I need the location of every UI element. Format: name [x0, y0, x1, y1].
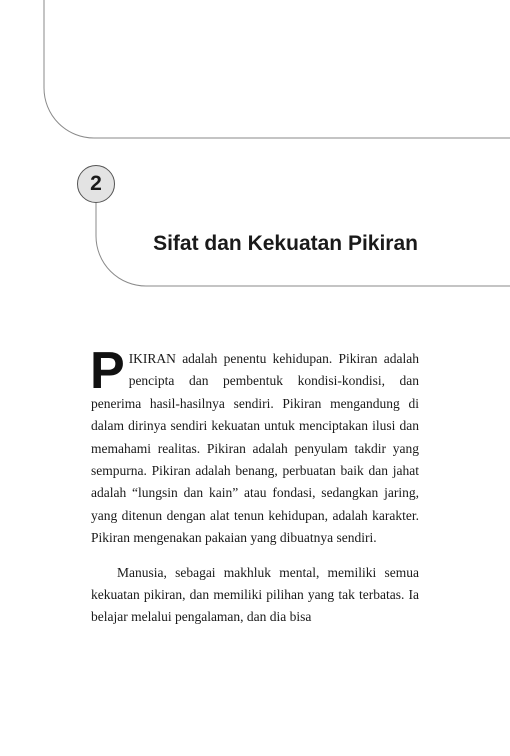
chapter-title: Sifat dan Kekuatan Pikiran — [153, 232, 418, 255]
paragraph-1-lead: IKIRAN — [128, 351, 176, 366]
chapter-body — [90, 342, 419, 629]
paragraph-2: Manusia, sebagai makhluk mental, memiliki semua kekuatan pikiran, dan memiliki pilihan yang tak terbatas. Ia belajar melalui pengalaman, dan dia bisa — [91, 564, 419, 625]
paragraph-1-text: adalah penentu kehidupan. Pikiran adalah pencipta dan pembentuk kondisi-kondisi, dan penerima hasil-hasilnya sendiri. Pikiran mengandung di dalam dirinya sendiri kekuatan untuk menciptakan ilusi dan memahami realitas. Pikiran adalah penyulam takdir yang sempurna. Pikiran adalah benang, perbuatan baik dan jahat adalah “lungsin dan kain” atau fondasi, sedangkan jaring, yang ditenun dengan alat tenun kehidupan, adalah karakter. Pikiran mengenakan pakaian yang dibuatnya sendiri. — [91, 351, 419, 546]
upper-rounded-rule — [44, 0, 510, 138]
chapter-number-badge — [77, 165, 115, 203]
drop-cap: P — [90, 342, 125, 400]
chapter-number: 2 — [90, 172, 102, 195]
paragraph-1 — [90, 342, 419, 550]
